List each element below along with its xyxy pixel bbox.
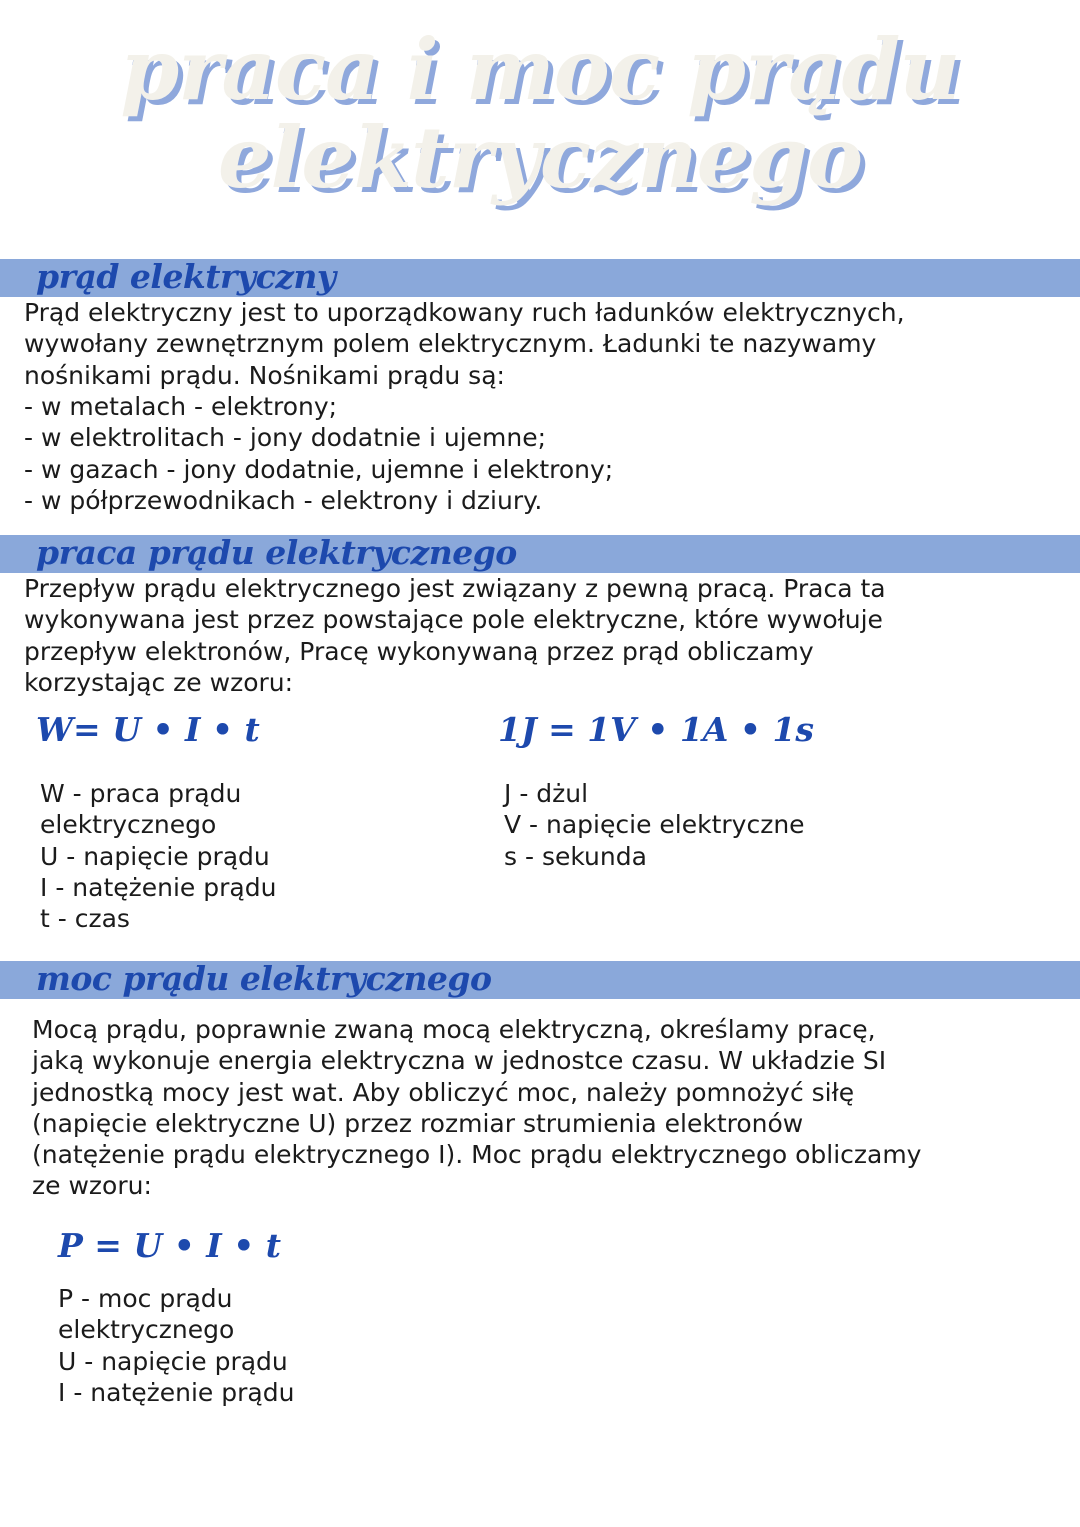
paragraph-line: (natężenie prądu elektrycznego I). Moc prądu elektrycznego obliczamy — [32, 1140, 922, 1170]
paragraph-line: Mocą prądu, poprawnie zwaną mocą elektryczną, określamy pracę, — [32, 1015, 876, 1044]
paragraph-line: (napięcie elektryczne U) przez rozmiar strumienia elektronów — [32, 1108, 804, 1138]
power-legend — [58, 1283, 294, 1408]
legend-item: U - napięcie prądu — [40, 841, 270, 871]
work-legend — [40, 778, 276, 934]
section3-paragraph — [32, 1014, 921, 1202]
section2-paragraph — [24, 573, 886, 698]
page-title-line-2: elektrycznego — [218, 108, 862, 207]
paragraph-line: wywołany zewnętrznym polem elektrycznym. Ładunki te nazywamy — [24, 329, 877, 359]
legend-item: P - moc prądu — [58, 1284, 233, 1313]
list-item: - w elektrolitach - jony dodatnie i ujemne; — [24, 423, 547, 453]
paragraph-line: nośnikami prądu. Nośnikami prądu są: — [24, 360, 505, 390]
list-item: - w gazach - jony dodatnie, ujemne i elektrony; — [24, 454, 614, 484]
carriers-list — [24, 391, 613, 516]
legend-item: elektrycznego — [58, 1315, 235, 1345]
power-formula: P = U • I • t — [58, 1226, 282, 1265]
paragraph-line: jaką wykonuje energia elektryczna w jednostce czasu. W układzie SI — [32, 1046, 887, 1076]
legend-item: V - napięcie elektryczne — [504, 810, 805, 840]
section1-paragraph — [24, 297, 905, 391]
page-title-line-1: praca i moc prądu — [120, 20, 960, 119]
paragraph-line: korzystając ze wzoru: — [24, 667, 294, 697]
paragraph-line: przepływ elektronów, Pracę wykonywaną przez prąd obliczamy — [24, 636, 814, 666]
legend-item: I - natężenie prądu — [40, 872, 277, 902]
legend-item: W - praca prądu — [40, 779, 242, 808]
unit-legend — [504, 778, 805, 872]
unit-formula: 1J = 1V • 1A • 1s — [498, 710, 815, 749]
list-item: - w metalach - elektrony; — [24, 392, 338, 421]
legend-item: s - sekunda — [504, 841, 647, 871]
list-item: - w półprzewodnikach - elektrony i dziury. — [24, 485, 543, 515]
paragraph-line: jednostką mocy jest wat. Aby obliczyć moc, należy pomnożyć siłę — [32, 1077, 855, 1107]
section-heading-moc: moc prądu elektrycznego — [36, 959, 492, 998]
section-heading-prad: prąd elektryczny — [36, 257, 336, 296]
paragraph-line: Prąd elektryczny jest to uporządkowany ruch ładunków elektrycznych, — [24, 298, 905, 327]
paragraph-line: Przepływ prądu elektrycznego jest związany z pewną pracą. Praca ta — [24, 574, 886, 603]
legend-item: U - napięcie prądu — [58, 1346, 288, 1376]
section-heading-praca: praca prądu elektrycznego — [36, 533, 517, 572]
work-formula: W= U • I • t — [36, 710, 260, 749]
legend-item: I - natężenie prądu — [58, 1377, 295, 1407]
legend-item: t - czas — [40, 904, 130, 934]
legend-item: J - dżul — [504, 779, 589, 808]
legend-item: elektrycznego — [40, 810, 217, 840]
paragraph-line: ze wzoru: — [32, 1171, 152, 1201]
paragraph-line: wykonywana jest przez powstające pole elektryczne, które wywołuje — [24, 605, 883, 635]
